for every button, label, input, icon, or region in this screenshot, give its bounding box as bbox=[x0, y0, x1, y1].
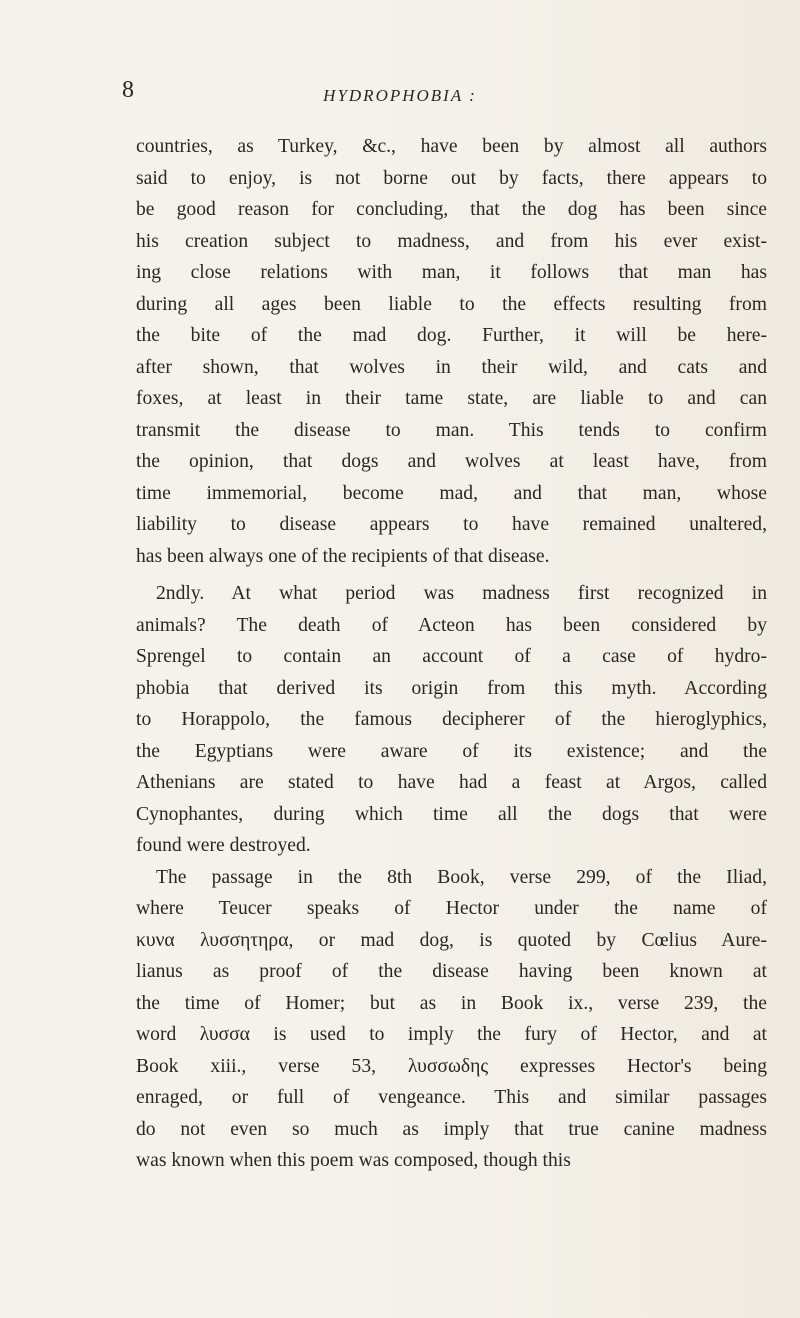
paragraph-2 bbox=[136, 578, 767, 862]
text-line: do not even so much as imply that true canine madness bbox=[136, 1118, 767, 1140]
text-line: Athenians are stated to have had a feast at Argos, called bbox=[136, 772, 767, 793]
text-line: Cynophantes, during which time all the dogs that were bbox=[136, 803, 767, 825]
text-line: phobia that derived its origin from this myth. According bbox=[136, 677, 767, 699]
text-line: found were destroyed. bbox=[136, 835, 311, 856]
text-line: enraged, or full of vengeance. This and similar passages bbox=[136, 1087, 767, 1108]
text-line: the time of Homer; but as in Book ix., verse 239, the bbox=[136, 992, 767, 1014]
text-line: countries, as Turkey, &c., have been by almost all authors bbox=[136, 136, 767, 157]
text-line: κυνα λυσσητηρα, or mad dog, is quoted by Cœlius Aure- bbox=[136, 929, 767, 951]
text-line: the bite of the mad dog. Further, it will be here- bbox=[136, 325, 767, 346]
text-line: word λυσσα is used to imply the fury of Hector, and at bbox=[136, 1024, 767, 1045]
text-line: where Teucer speaks of Hector under the name of bbox=[136, 898, 767, 919]
text-line: animals? The death of Acteon has been considered by bbox=[136, 614, 767, 636]
text-line: be good reason for concluding, that the dog has been since bbox=[136, 199, 767, 220]
text-line: during all ages been liable to the effects resulting from bbox=[136, 293, 767, 315]
text-line: transmit the disease to man. This tends to confirm bbox=[136, 419, 767, 441]
page-number: 8 bbox=[122, 77, 134, 103]
text-line: to Horappolo, the famous decipherer of the hieroglyphics, bbox=[136, 709, 767, 730]
running-head: HYDROPHOBIA : bbox=[323, 86, 477, 105]
text-line: foxes, at least in their tame state, are liable to and can bbox=[136, 388, 767, 409]
text-line: was known when this poem was composed, though this bbox=[136, 1150, 571, 1171]
text-line: his creation subject to madness, and from his ever exist- bbox=[136, 230, 767, 252]
text-line: Sprengel to contain an account of a case of hydro- bbox=[136, 646, 767, 667]
body-text bbox=[136, 131, 767, 1177]
text-line: The passage in the 8th Book, verse 299, of the Iliad, bbox=[156, 866, 767, 888]
text-line: lianus as proof of the disease having been known at bbox=[136, 961, 767, 982]
text-line: Book xiii., verse 53, λυσσωδης expresses Hector's being bbox=[136, 1055, 767, 1077]
text-line: liability to disease appears to have remained unaltered, bbox=[136, 514, 767, 535]
text-line: said to enjoy, is not borne out by facts, there appears to bbox=[136, 167, 767, 189]
paragraph-1 bbox=[136, 131, 767, 572]
text-line: the opinion, that dogs and wolves at least have, from bbox=[136, 451, 767, 472]
text-line: after shown, that wolves in their wild, and cats and bbox=[136, 356, 767, 378]
text-line: has been always one of the recipients of that disease. bbox=[136, 545, 550, 567]
text-line: time immemorial, become mad, and that man, whose bbox=[136, 482, 767, 504]
text-line: the Egyptians were aware of its existence; and the bbox=[136, 740, 767, 762]
text-line: ing close relations with man, it follows that man has bbox=[136, 262, 767, 283]
paragraph-3 bbox=[136, 862, 767, 1177]
text-line: 2ndly. At what period was madness first recognized in bbox=[156, 583, 767, 604]
